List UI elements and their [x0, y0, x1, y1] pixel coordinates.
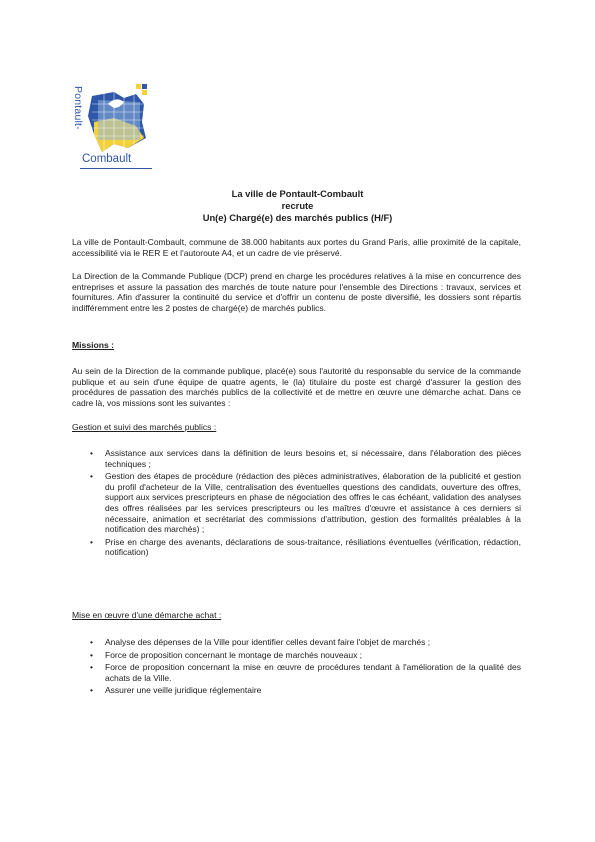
list-item: • Gestion des étapes de procédure (rédaction des pièces administratives, élaboration de la publicité et gestion du profil d'acheteur de la Ville, centralisation des éventuelles questions des candidats, ouverture des offres, support aux services prescripteurs en phase de négociation des offres le cas échéant, validation des analyses des offres réalisées par les services prescripteurs ou les maîtres d'œuvre et assistance à ces derniers si nécessaire, animation et secrétariat des commissions d'attribution, gestion des formalités préalables à la notification des marchés) ; [90, 471, 521, 535]
logo-map-icon [84, 82, 152, 154]
demarche-list [90, 637, 521, 698]
list-item: • Force de proposition concernant la mise en œuvre de procédures tendant à l'amélioration de la qualité des achats de la Ville. [90, 662, 521, 683]
logo [68, 82, 154, 174]
list-item: • Prise en charge des avenants, déclarations de sous-traitance, résiliations éventuelles (vérification, rédaction, notification) [90, 537, 521, 558]
list-item: • Analyse des dépenses de la Ville pour identifier celles devant faire l'objet de marchés ; [90, 637, 521, 648]
list-item: • Force de proposition concernant le montage de marchés nouveaux ; [90, 650, 521, 661]
job-title: Un(e) Chargé(e) des marchés publics (H/F) [202, 212, 393, 223]
demarche-heading: Mise en œuvre d'une démarche achat : [72, 610, 222, 620]
missions-heading: Missions : [72, 340, 115, 350]
intro-paragraph-city: La ville de Pontault-Combault, commune de 38.000 habitants aux portes du Grand Paris, allie proximité de la capitale, accessibilité via le RER E et l'autoroute A4, et un cadre de vie préservé. [72, 237, 521, 258]
gestion-heading: Gestion et suivi des marchés publics : [72, 422, 217, 432]
header-line-2: recrute [281, 200, 314, 211]
logo-wordmark: Combault [82, 153, 132, 165]
gestion-list [90, 448, 521, 560]
list-item: • Assurer une veille juridique réglementaire [90, 685, 521, 696]
missions-paragraph: Au sein de la Direction de la commande publique, placé(e) sous l'autorité du responsable du service de la commande publique et au sein d'une équipe de quatre agents, le (la) titulaire du poste est chargé d'assurer la gestion des procédures de passation des marchés publics de la collectivité et de mettre en œuvre une démarche achat. Dans ce cadre là, vos missions sont les suivantes : [72, 366, 521, 408]
logo-underline [80, 168, 152, 169]
list-item: • Assistance aux services dans la définition de leurs besoins et, si nécessaire, dans l'élaboration des pièces techniques ; [90, 448, 521, 469]
header-line-1: La ville de Pontault-Combault [231, 188, 364, 199]
intro-paragraph-dcp: La Direction de la Commande Publique (DCP) prend en charge les procédures relatives à la mise en concurrence des entreprises et assure la passation des marchés de toute nature pour l'ensemble des Directions : travaux, services et fournitures. Afin d'assurer la continuité du service et d'offrir un contenu de poste diversifié, les dossiers sont répartis indifféremment entre les 2 postes de chargé(e) de marchés publics. [72, 271, 521, 313]
logo-vertical-text: Pontault- [72, 86, 84, 130]
